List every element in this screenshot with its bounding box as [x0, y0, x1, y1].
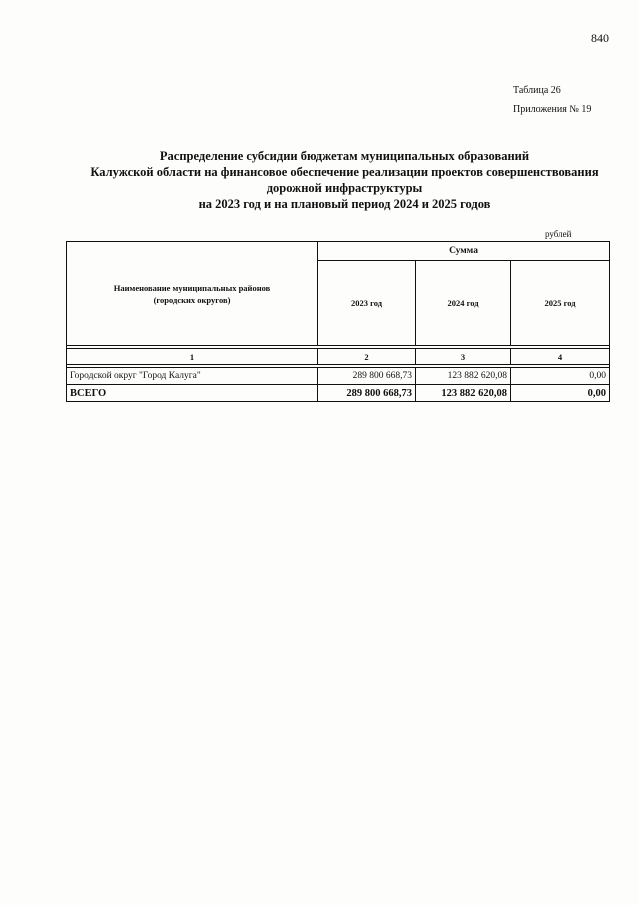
row-amount-2025: 0,00 [511, 368, 610, 385]
title-line-1: Распределение субсидии бюджетам муниципальных образований [159, 149, 530, 163]
column-number: 1 [67, 349, 318, 365]
row-municipality: Городской округ "Город Калуга" [67, 368, 318, 385]
total-amount-2025: 0,00 [511, 385, 610, 402]
title-line-2: Калужской области на финансовое обеспечение реализации проектов совершенствования [90, 165, 599, 179]
page-number: 840 [591, 31, 609, 45]
header-municipality [67, 242, 318, 346]
table-reference: Таблица 26 [513, 85, 561, 96]
row-amount-2024: 123 882 620,08 [416, 368, 511, 385]
total-row [67, 385, 610, 402]
units-label: рублей [545, 229, 572, 239]
title-line-3: дорожной инфраструктуры [266, 181, 423, 195]
header-sum: Сумма [318, 242, 610, 261]
column-number-row [67, 349, 610, 365]
table-row [67, 368, 610, 385]
row-amount-2023: 289 800 668,73 [318, 368, 416, 385]
column-number: 4 [511, 349, 610, 365]
header-municipality-line2: (городских округов) [153, 294, 231, 305]
column-number: 2 [318, 349, 416, 365]
header-year-2025: 2025 год [511, 261, 610, 346]
total-amount-2023: 289 800 668,73 [318, 385, 416, 402]
header-municipality-line1: Наименование муниципальных районов [113, 282, 271, 293]
total-label: ВСЕГО [67, 385, 318, 402]
total-amount-2024: 123 882 620,08 [416, 385, 511, 402]
header-year-2023: 2023 год [318, 261, 416, 346]
subsidy-table [66, 241, 610, 402]
document-title [62, 148, 627, 212]
appendix-reference: Приложения № 19 [513, 104, 592, 115]
header-year-2024: 2024 год [416, 261, 511, 346]
column-number: 3 [416, 349, 511, 365]
title-line-4: на 2023 год и на плановый период 2024 и 2025 годов [198, 197, 491, 211]
